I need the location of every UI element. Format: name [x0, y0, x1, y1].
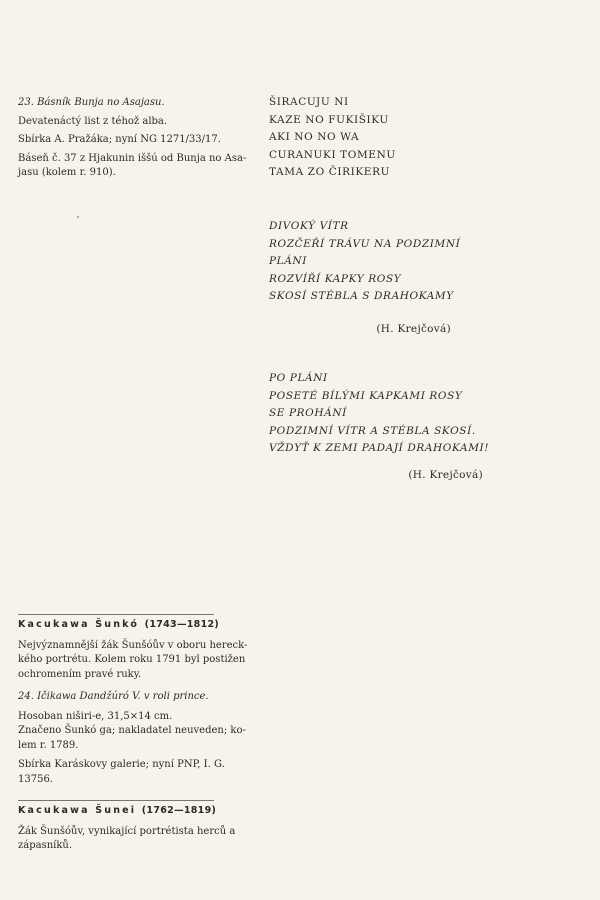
translation-line: SKOSÍ STÉBLA S DRAHOKAMY [269, 290, 454, 302]
artist-bio-line: Nejvýznamnější žák Šunšóův v oboru hereck- [18, 639, 248, 651]
entry-23-line-2: Sbírka A. Pražáka; nyní NG 1271/33/17. [18, 134, 221, 145]
translation-2-attribution-wrap [269, 461, 509, 485]
translation-line: PODZIMNÍ VÍTR A STÉBLA SKOSÍ. [269, 424, 476, 437]
translation-line: VŽDYŤ K ZEMI PADAJÍ DRAHOKAMI! [269, 442, 490, 454]
artist-dates: (1762—1819) [141, 805, 217, 816]
artist-name: Kacukawa Šunkó [18, 619, 140, 630]
artist-name: Kacukawa Šunei [18, 805, 137, 816]
entry-24-line: Sbírka Karáskovy galerie; nyní PNP, I. G. [18, 759, 225, 770]
translation-line: PO PLÁNI [269, 372, 328, 384]
poem-line: ŠIRACUJU NI [269, 96, 349, 108]
entry-23-title: 23. Básník Bunja no Asajasu. [18, 97, 165, 108]
poem-original [269, 94, 509, 182]
entry-24-line: Značeno Šunkó ga; nakladatel neuveden; ko- [18, 725, 246, 736]
section-rule [18, 614, 214, 615]
artist-shunko [18, 618, 258, 787]
translation-2 [269, 370, 509, 458]
translation-line: POSETÉ BÍLÝMI KAPKAMI ROSY [269, 389, 463, 402]
page-speck [77, 216, 79, 218]
translation-line: SE PROHÁNÍ [269, 407, 347, 419]
translation-1 [269, 218, 509, 306]
translation-line: DIVOKÝ VÍTR [269, 220, 349, 232]
artist-dates: (1743—1812) [144, 619, 220, 630]
entry-24-line: lem r. 1789. [18, 739, 79, 751]
entry-24-line: Hosoban niširi-e, 31,5×14 cm. [18, 710, 173, 722]
translation-line: ROZVÍŘÍ KAPKY ROSY [269, 272, 402, 285]
entry-23-line-3a: Báseň č. 37 z Hjakunin iššú od Bunja no Asa- [18, 152, 247, 164]
translation-line: PLÁNI [269, 255, 307, 267]
poem-line: AKI NO NO WA [269, 131, 360, 143]
translation-1-attribution: (H. Krejčová) [376, 323, 451, 335]
artist-shunei [18, 804, 258, 854]
poem-line: TAMA ZO ČIRIKERU [269, 166, 391, 178]
section-rule [18, 800, 214, 801]
entry-24-line: 13756. [18, 773, 53, 785]
entry-23-line-3b: jasu (kolem r. 910). [18, 167, 116, 178]
artist-bio-line: ochromením pravé ruky. [18, 668, 142, 680]
artist-bio-line: Žák Šunšóův, vynikající portrétista herců a [18, 825, 236, 837]
artist-heading [18, 804, 258, 819]
entry-24-title: 24. Ičikawa Dandžúró V. v roli prince. [18, 691, 209, 702]
translation-2-attribution: (H. Krejčová) [408, 469, 483, 481]
entry-23 [18, 96, 258, 181]
entry-23-line-1: Devatenáctý list z téhož alba. [18, 115, 168, 127]
translation-1-attribution-wrap [269, 315, 509, 339]
artist-bio-line: kého portrétu. Kolem roku 1791 byl postižen [18, 654, 246, 665]
translation-line: ROZČEŘÍ TRÁVU NA PODZIMNÍ [269, 237, 461, 250]
poem-line: KAZE NO FUKIŠIKU [269, 113, 389, 126]
artist-bio-line: zápasníků. [18, 840, 73, 851]
poem-line: CURANUKI TOMENU [269, 148, 396, 161]
artist-heading [18, 618, 258, 633]
